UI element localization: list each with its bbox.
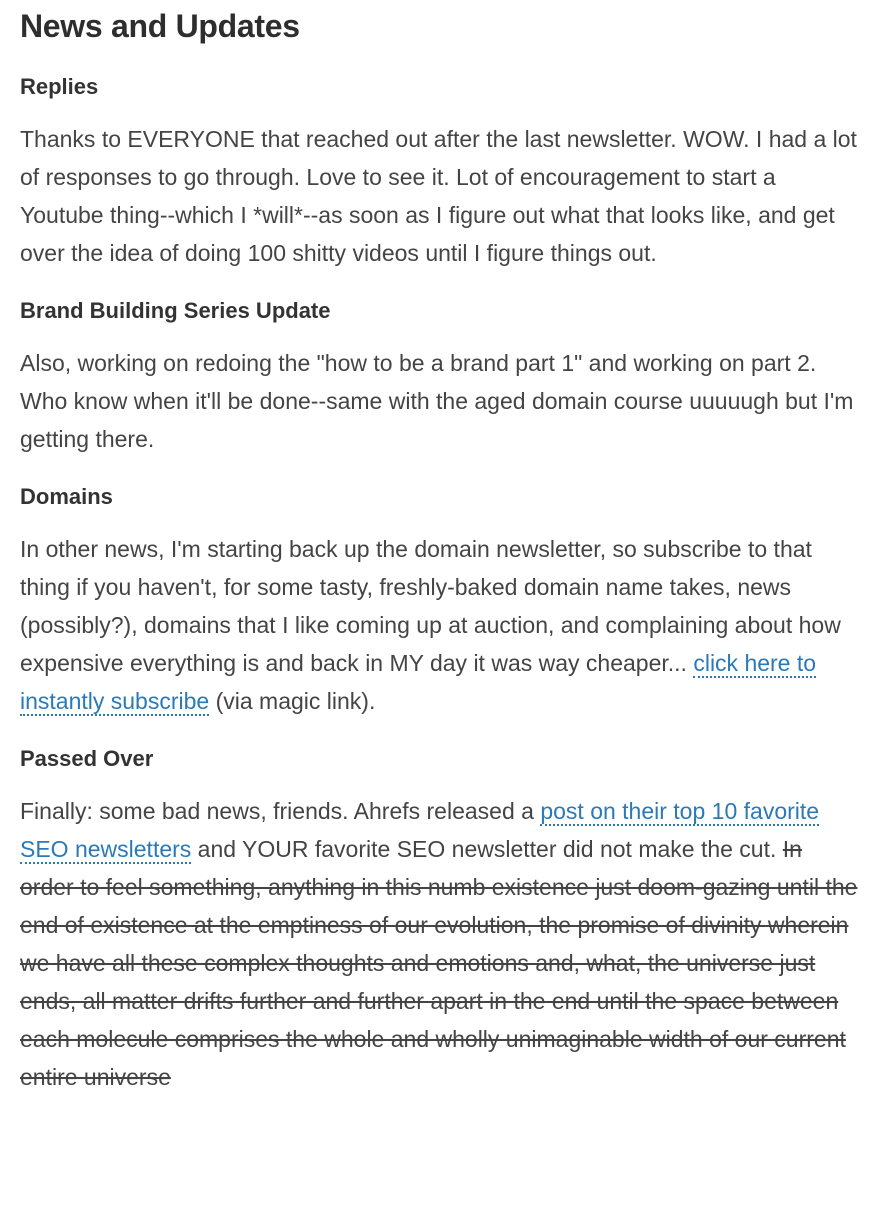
section-heading-replies: Replies: [20, 74, 99, 99]
section-paragraph-replies: Thanks to EVERYONE that reached out after the last newsletter. WOW. I had a lot of responses to go through. Love to see it. Lot of encouragement to start a Youtube thing--which I *will*--as soon as I figure out what that looks like, and get over the idea of doing 100 shitty videos until I figure things out.: [20, 126, 857, 266]
subscribe-link[interactable]: click here to instantly subscribe: [20, 650, 817, 714]
passed-over-text-before: Finally: some bad news, friends. Ahrefs released a: [20, 798, 541, 824]
section-paragraph-passed-over: [20, 792, 859, 1096]
passed-over-text-middle: and YOUR favorite SEO newsletter did not make the cut.: [191, 836, 783, 862]
section-heading-brand-building: Brand Building Series Update: [20, 298, 331, 323]
page-title: News and Updates: [20, 8, 300, 44]
section-heading-passed-over: Passed Over: [20, 746, 154, 771]
section-paragraph-brand-building: Also, working on redoing the "how to be a brand part 1" and working on part 2. Who know when it'll be done--same with the aged domain course uuuuugh but I'm getting there.: [20, 350, 854, 452]
article-content: [0, 6, 879, 1096]
section-heading-domains: Domains: [20, 484, 113, 509]
ahrefs-post-link[interactable]: post on their top 10 favorite SEO newsletters: [20, 798, 820, 862]
section-paragraph-domains: [20, 530, 859, 720]
domains-text-after: (via magic link).: [209, 688, 376, 714]
strikethrough-text: In order to feel something, anything in this numb existence just doom-gazing until the end of existence at the emptiness of our evolution, the promise of divinity wherein we have all these complex thoughts and emotions and, what, the universe just ends, all matter drifts further and further apart in the end until the space between each molecule comprises the whole and wholly unimaginable width of our current entire universe: [20, 836, 858, 1090]
domains-text-before: In other news, I'm starting back up the domain newsletter, so subscribe to that thing if you haven't, for some tasty, freshly-baked domain name takes, news (possibly?), domains that I like coming up at auction, and complaining about how expensive everything is and back in MY day it was way cheaper...: [20, 536, 841, 676]
